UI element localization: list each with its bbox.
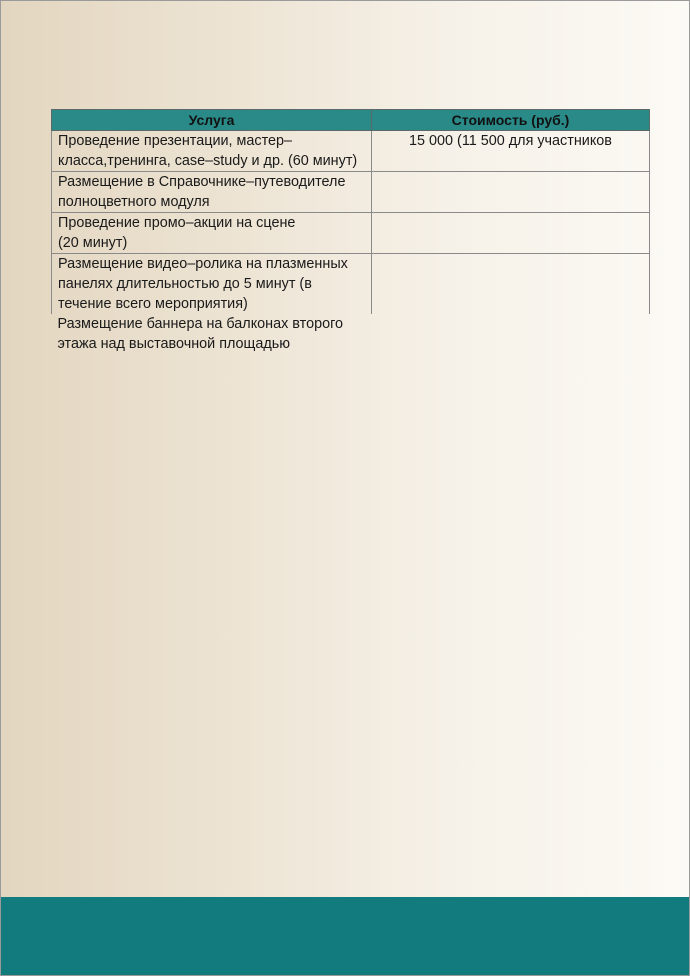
service-cell <box>52 131 372 172</box>
cost-cell <box>372 254 650 315</box>
table-row <box>52 254 650 315</box>
footer-band <box>1 897 689 975</box>
service-cell <box>52 254 372 315</box>
service-line: Размещение баннера на балконах второго <box>57 316 344 332</box>
service-line: класса,тренинга, case–study и др. (60 минут) <box>58 153 358 169</box>
service-cell <box>52 172 372 213</box>
service-line: Размещение видео–ролика на плазменных <box>58 256 348 272</box>
service-line: (20 минут) <box>58 235 128 251</box>
table-row <box>52 131 650 172</box>
table-row <box>52 213 650 254</box>
service-line: этажа над выставочной площадью <box>57 336 291 352</box>
table-row <box>52 314 650 354</box>
cost-cell <box>372 213 650 254</box>
service-cell <box>52 314 372 354</box>
service-line: Размещение в Справочнике–путеводителе <box>58 174 346 190</box>
table-header-row <box>52 110 650 131</box>
table-row <box>52 172 650 213</box>
services-price-table <box>51 109 650 354</box>
service-line: полноцветного модуля <box>58 194 210 210</box>
cost-cell <box>372 172 650 213</box>
service-cell <box>52 213 372 254</box>
service-line: Проведение презентации, мастер– <box>58 133 293 149</box>
header-service: Услуга <box>52 110 372 131</box>
service-line: панелях длительностью до 5 минут (в <box>58 276 312 292</box>
service-line: Проведение промо–акции на сцене <box>58 215 296 231</box>
cost-cell <box>372 314 650 354</box>
service-line: течение всего мероприятия) <box>58 296 248 312</box>
header-cost: Стоимость (руб.) <box>372 110 650 131</box>
cost-cell: 15 000 (11 500 для участников <box>372 131 650 172</box>
